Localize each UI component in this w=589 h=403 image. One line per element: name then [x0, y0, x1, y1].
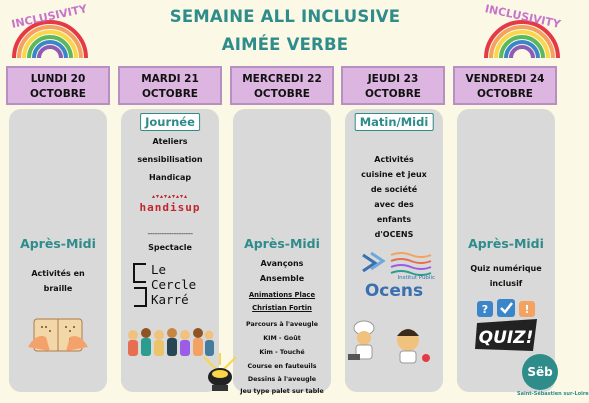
rainbow-badge-left: [0, 0, 100, 60]
handisup-logo-decor: ▴▾▴▾▴▾▴▾▴: [151, 193, 189, 200]
ocens-subtitle: Institut Public: [397, 275, 435, 281]
activity-text: Ansemble: [259, 274, 305, 283]
slot-title: Après-Midi: [468, 236, 544, 251]
rainbow-badge-right: [472, 0, 572, 60]
activity-text: Avançons: [260, 259, 304, 268]
slot-title: Journée: [140, 113, 200, 131]
activity-text: braille: [43, 284, 73, 293]
day-header-friday: VENDREDI 24 OCTOBRE: [453, 66, 557, 105]
day-header-wednesday: MERCREDI 22 OCTOBRE: [230, 66, 334, 105]
city-logo-subtitle: Saint-Sébastien sur-Loire: [517, 391, 589, 397]
list-item: KIM - Goût: [263, 335, 301, 342]
activity-text: Ateliers: [152, 137, 188, 146]
day-header-tuesday: MARDI 21 OCTOBRE: [118, 66, 222, 105]
handisup-logo: handisup: [139, 201, 201, 214]
column-tuesday: [121, 109, 219, 392]
cercle-karre-logo-line: Karré: [151, 292, 189, 307]
list-item: Parcours à l'aveugle: [246, 321, 318, 328]
cercle-karre-logo-line: Cercle: [151, 277, 197, 292]
quiz-icon: [471, 297, 543, 355]
activity-text: d'OCENS: [374, 230, 414, 239]
spotlight-icon: [198, 353, 240, 393]
day-header-monday: LUNDI 20 OCTOBRE: [6, 66, 110, 105]
activity-text: cuisine et jeux: [361, 170, 427, 179]
activity-text: Handicap: [148, 173, 192, 182]
separator: -------------------: [147, 229, 193, 238]
day-header-thursday: JEUDI 23 OCTOBRE: [341, 66, 445, 105]
activity-text: sensibilisation: [137, 155, 203, 164]
badge-text-right: INCLUSIVITY: [483, 2, 562, 31]
cercle-karre-logo-line: Le: [151, 262, 167, 277]
activity-text: Quiz numérique: [470, 264, 542, 273]
activity-text: enfants: [376, 215, 412, 224]
list-item: Kim - Touché: [259, 349, 305, 356]
activity-text: Activités en: [31, 269, 85, 278]
city-logo: Sëb: [522, 354, 558, 390]
svg-text:?: ?: [481, 303, 489, 316]
svg-text:!: !: [524, 303, 530, 316]
list-item: Course en fauteuils: [247, 363, 317, 370]
slot-title: Après-Midi: [20, 236, 96, 251]
activity-text: avec des: [374, 200, 414, 209]
braille-book-icon: [28, 307, 88, 359]
slot-title: Après-Midi: [244, 236, 320, 251]
activity-text: inclusif: [489, 279, 523, 288]
activity-text: de société: [370, 185, 418, 194]
location-text: Animations Place: [248, 291, 316, 299]
list-item: Jeu type palet sur table: [240, 388, 324, 395]
badge-text-left: INCLUSIVITY: [10, 2, 89, 31]
quiz-label: QUIZ!: [478, 328, 534, 348]
location-text: Christian Fortin: [252, 304, 312, 312]
cercle-karre-mark-icon: [130, 262, 148, 308]
column-wednesday: [233, 109, 331, 395]
slot-title: Matin/Midi: [355, 113, 434, 131]
column-monday: [9, 109, 107, 392]
page-subtitle: AIMÉE VERBE: [221, 35, 349, 54]
list-item: Dessins à l'aveugle: [247, 376, 317, 383]
children-cooking-icon: [346, 318, 436, 366]
page-title: SEMAINE ALL INCLUSIVE: [169, 7, 401, 26]
spectacle-label: Spectacle: [148, 243, 192, 252]
column-friday: [457, 109, 555, 392]
ocens-logo: Ocens: [364, 281, 424, 301]
activity-text: Activités: [374, 155, 414, 164]
